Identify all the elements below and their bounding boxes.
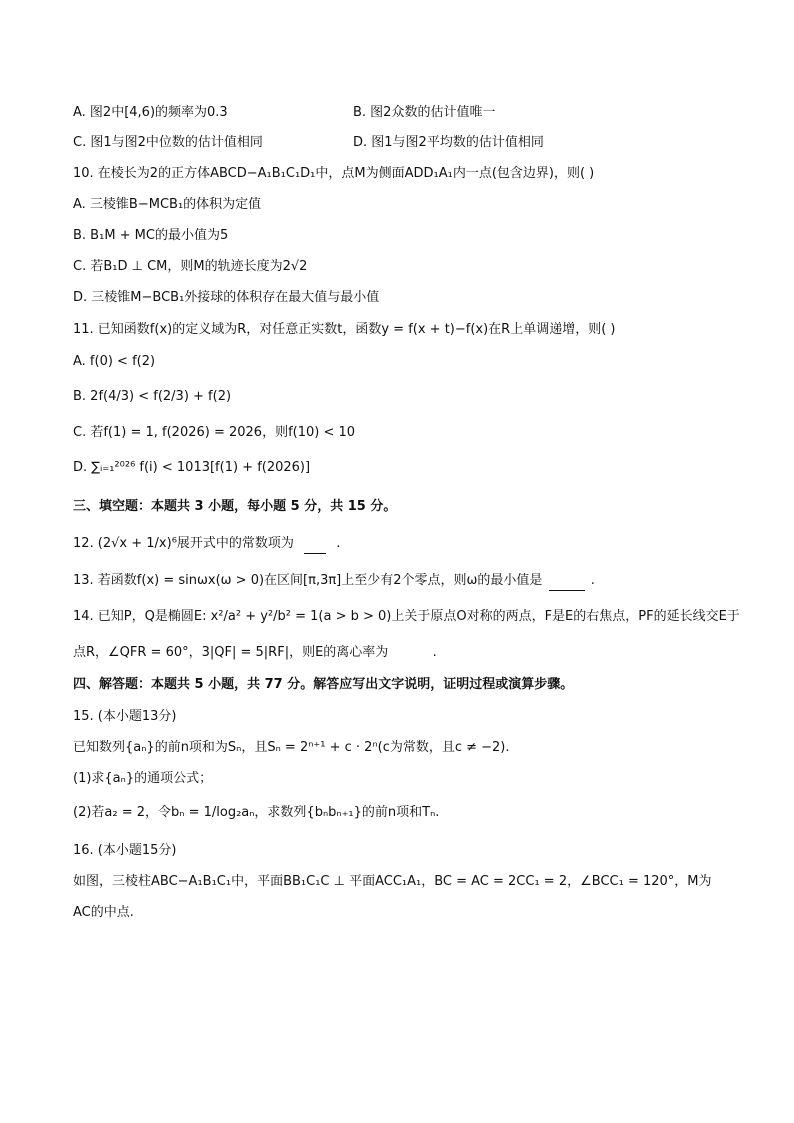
q14-answer-blank[interactable]	[392, 644, 428, 662]
q12-answer-blank[interactable]	[304, 535, 326, 554]
q14-line-1: 14. 已知P，Q是椭圆E: x²/a² + y²/b² = 1(a > b > 0)上关于原点O对称的两点，F是E的右焦点，PF的延长线交E于	[73, 609, 740, 624]
q11-stem: 11. 已知函数f(x)的定义域为R，对任意正实数t，函数y = f(x + t)−f(x)在R上单调递增，则( )	[73, 322, 616, 337]
q10-option-b: B. B₁M + MC的最小值为5	[73, 228, 229, 243]
q13-end: .	[590, 573, 595, 588]
q11-option-b: B. 2f(4/3) < f(2/3) + f(2)	[73, 389, 232, 404]
q9-option-b: B. 图2众数的估计值唯一	[353, 105, 496, 120]
q12-end: .	[336, 536, 341, 551]
q11-option-c: C. 若f(1) = 1, f(2026) = 2026，则f(10) < 10	[73, 425, 356, 440]
q12-text: 12. (2√x + 1/x)⁶展开式中的常数项为	[73, 536, 294, 551]
q13-answer-blank[interactable]	[549, 572, 585, 591]
q14-end: .	[432, 645, 437, 660]
q15-part-2: (2)若a₂ = 2，令bₙ = 1/log₂aₙ，求数列{bₙbₙ₊₁}的前n项和Tₙ.	[73, 805, 440, 820]
q10-option-a: A. 三棱锥B−MCB₁的体积为定值	[73, 197, 262, 212]
q9-option-c: C. 图1与图2中位数的估计值相同	[73, 135, 263, 150]
q10-option-d: D. 三棱锥M−BCB₁外接球的体积存在最大值与最小值	[73, 290, 380, 305]
q9-option-d: D. 图1与图2平均数的估计值相同	[353, 135, 544, 150]
q10-option-c: C. 若B₁D ⊥ CM，则M的轨迹长度为2√2	[73, 259, 308, 274]
q12-line	[73, 535, 340, 554]
q16-line-1: 如图，三棱柱ABC−A₁B₁C₁中，平面BB₁C₁C ⊥ 平面ACC₁A₁，BC = AC = 2CC₁ = 2，∠BCC₁ = 120°，M为	[73, 874, 712, 889]
q16-header: 16. (本小题15分)	[73, 843, 177, 858]
q11-option-d: D. ∑ᵢ₌₁²⁰²⁶ f(i) < 1013[f(1) + f(2026)]	[73, 460, 311, 475]
q13-line	[73, 572, 595, 591]
q15-part-1: (1)求{aₙ}的通项公式；	[73, 771, 213, 786]
q10-stem: 10. 在棱长为2的正方体ABCD−A₁B₁C₁D₁中，点M为侧面ADD₁A₁内一点(包含边界)，则( )	[73, 166, 595, 181]
q9-option-a: A. 图2中[4,6)的频率为0.3	[73, 105, 228, 120]
q11-option-a: A. f(0) < f(2)	[73, 354, 156, 369]
section-3-heading: 三、填空题：本题共 3 小题，每小题 5 分，共 15 分。	[73, 499, 397, 514]
q13-text: 13. 若函数f(x) = sinωx(ω > 0)在区间[π,3π]上至少有2个零点，则ω的最小值是	[73, 573, 543, 588]
q14-text: 点R，∠QFR = 60°，3|QF| = 5|RF|，则E的离心率为	[73, 645, 389, 660]
q14-line-2	[73, 644, 437, 662]
section-4-heading: 四、解答题：本题共 5 小题，共 77 分。解答应写出文字说明，证明过程或演算步骤。	[73, 677, 574, 692]
q15-header: 15. (本小题13分)	[73, 709, 177, 724]
q15-stem: 已知数列{aₙ}的前n项和为Sₙ，且Sₙ = 2ⁿ⁺¹ + c · 2ⁿ(c为常数，且c ≠ −2).	[73, 740, 510, 755]
q16-line-2: AC的中点.	[73, 905, 134, 920]
